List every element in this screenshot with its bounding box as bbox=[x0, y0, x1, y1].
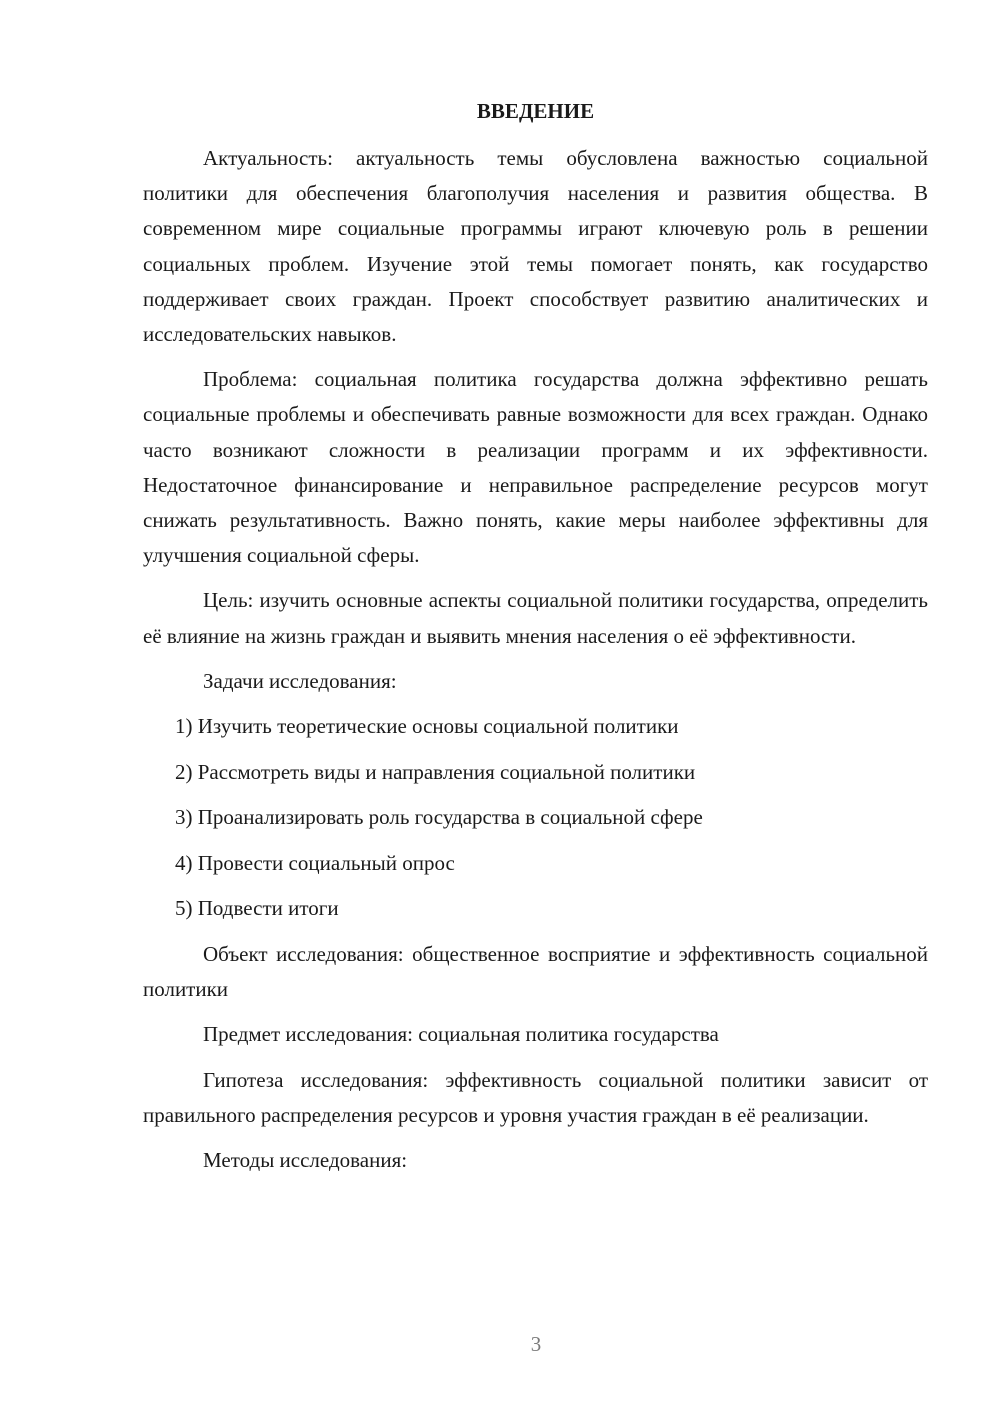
paragraph-hypothesis: Гипотеза исследования: эффективность социальной политики зависит от правильного распределения ресурсов и уровня участия граждан в её реализации. bbox=[143, 1067, 928, 1127]
list-item: 2) Рассмотреть виды и направления социальной политики bbox=[175, 759, 696, 784]
tasks-heading: Задачи исследования: bbox=[203, 668, 397, 693]
paragraph-problem: Проблема: социальная политика государства должна эффективно решать социальные проблемы и обеспечивать равные возможности для всех граждан. Однако часто возникают сложности в реализации программ и их эффективности. Недостаточное финансирование и неправильное распределение ресурсов могут снижать результативность. Важно понять, какие меры наиболее эффективны для улучшения социальной сферы. bbox=[143, 367, 928, 568]
paragraph-object: Объект исследования: общественное восприятие и эффективность социальной политики bbox=[143, 941, 928, 1002]
methods-heading: Методы исследования: bbox=[203, 1148, 408, 1173]
page-number: 3 bbox=[530, 1332, 542, 1356]
page-title: ВВЕДЕНИЕ bbox=[476, 99, 595, 123]
paragraph-relevance: Актуальность: актуальность темы обусловлена важностью социальной политики для обеспечения благополучия населения и развития общества. В современном мире социальные программы играют ключевую роль в решении социальных проблем. Изучение этой темы помогает понять, как государство поддерживает своих граждан. Проект способствует развитию аналитических и исследовательских навыков. bbox=[143, 146, 928, 347]
document-page bbox=[143, 94, 928, 1189]
list-item: 5) Подвести итоги bbox=[175, 896, 339, 921]
list-item: 4) Провести социальный опрос bbox=[175, 850, 455, 875]
paragraph-goal: Цель: изучить основные аспекты социальной политики государства, определить её влияние на жизнь граждан и выявить мнения населения о её эффективности. bbox=[143, 588, 928, 648]
list-item: 3) Проанализировать роль государства в социальной сфере bbox=[175, 805, 703, 830]
tasks-list bbox=[143, 709, 928, 926]
list-item: 1) Изучить теоретические основы социальной политики bbox=[175, 714, 679, 739]
paragraph-subject: Предмет исследования: социальная политика государства bbox=[203, 1022, 719, 1047]
